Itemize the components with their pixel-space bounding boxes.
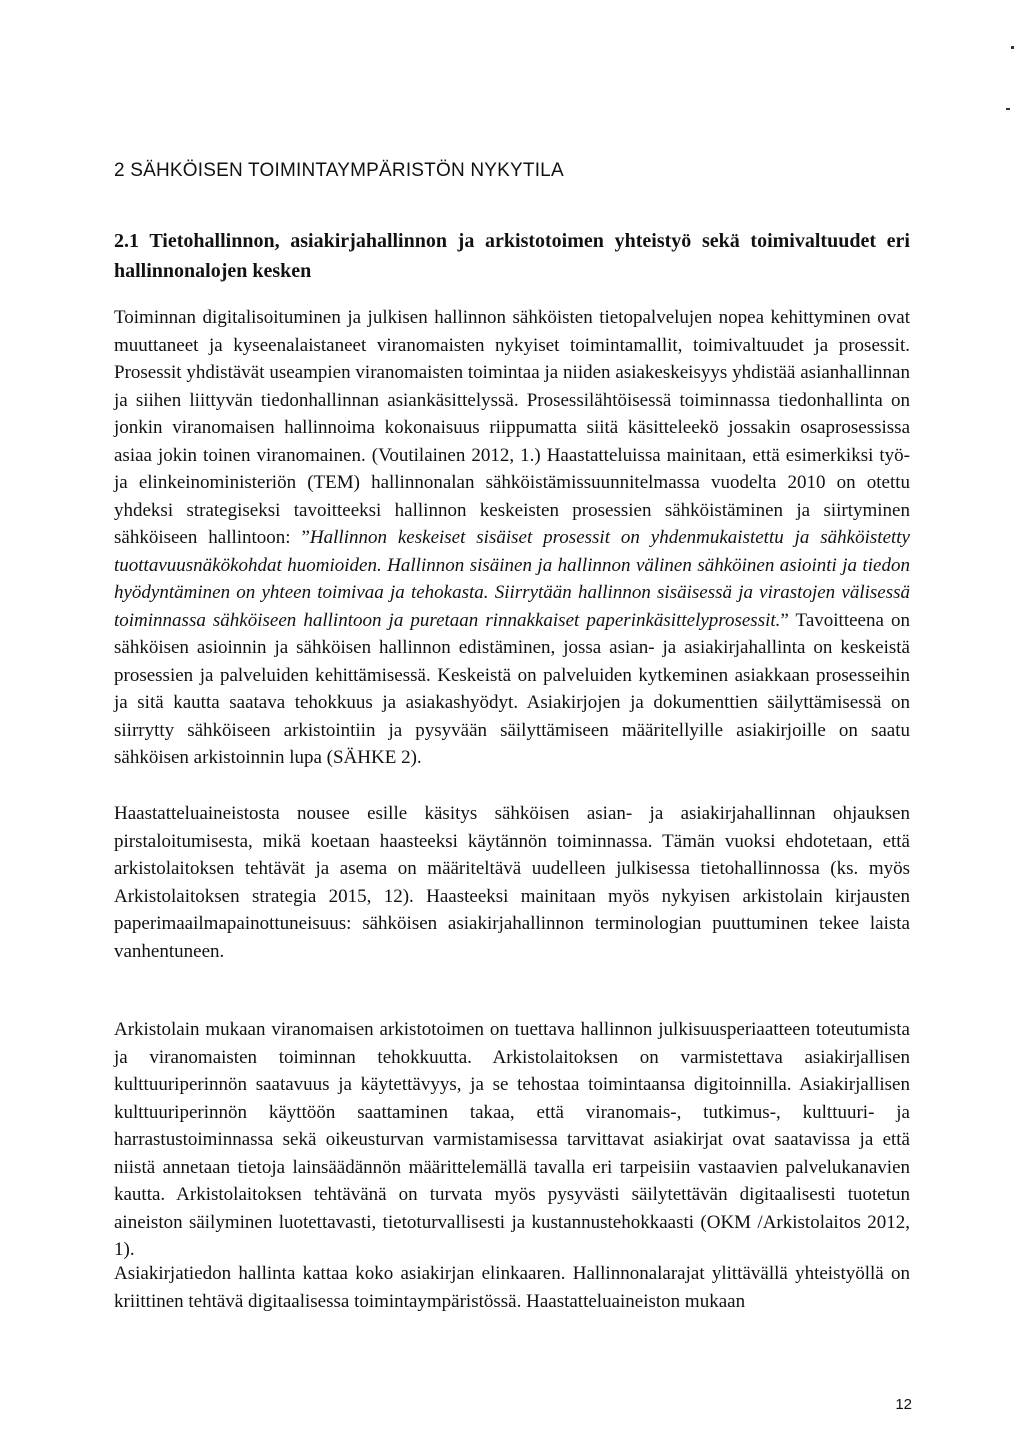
body-paragraph (114, 304, 910, 772)
scan-speck (1006, 108, 1010, 110)
body-paragraph: Arkistolain mukaan viranomaisen arkistotoimen on tuettava hallinnon julkisuusperiaatteen toteutumista ja viranomaisten toiminnan tehokkuutta. Arkistolaitoksen on varmistettava asiakirjallisen kulttuuriperinnön saatavuus ja käytettävyys, ja se tehostaa toimintaansa digitoinnilla. Asiakirjallisen kulttuuriperinnön käyttöön saattaminen takaa, että viranomais-, tutkimus-, kulttuuri- ja harrastustoiminnassa sekä oikeusturvan varmistamisessa tarvittavat asiakirjat ovat saatavissa ja että niistä annetaan tietoja lainsäädännön määrittelemällä tavalla eri tarpeisiin vastaavien palvelukanavien kautta. Arkistolaitoksen tehtävänä on turvata myös pysyvästi säilytettävän digitaalisesti tuotetun aineiston säilyminen luotettavasti, tietoturvallisesti ja kustannustehokkaasti (OKM /Arkistolaitos 2012, 1). (114, 1019, 910, 1260)
chapter-heading: 2 SÄHKÖISEN TOIMINTAYMPÄRISTÖN NYKYTILA (114, 160, 564, 181)
page-number: 12 (895, 1396, 912, 1413)
quoted-goal-text: Hallinnon keskeiset sisäiset prosessit on yhdenmukaistettu ja sähköistetty tuottavuusnäkökohdat huomioiden. Hallinnon sisäinen ja hallinnon välinen sähköinen asiointi ja tiedon hyödyntäminen on yhteen toimivaa ja tehokasta. Siirrytään hallinnon sisäisessä ja virastojen välisessä toiminnassa sähköiseen hallintoon ja puretaan rinnakkaiset paperinkäsittelyprosessit. (114, 527, 910, 631)
body-paragraph: Haastatteluaineistosta nousee esille käsitys sähköisen asian- ja asiakirjahallinnan ohjauksen pirstaloitumisesta, mikä koetaan haasteeksi käytännön toiminnassa. Tämän vuoksi ehdotetaan, että arkistolaitoksen tehtävät ja asema on määriteltävä uudelleen julkisessa tietohallinnossa (ks. myös Arkistolaitoksen strategia 2015, 12). Haasteeksi mainitaan myös nykyisen arkistolain kirjausten paperimaailmapainottuneisuus: sähköisen asiakirjahallinnon terminologian puuttuminen tekee laista vanhentuneen. (114, 803, 910, 962)
body-paragraph: Asiakirjatiedon hallinta kattaa koko asiakirjan elinkaaren. Hallinnonalarajat ylittävällä yhteistyöllä on kriittinen tehtävä digitaalisessa toimintaympäristössä. Haastatteluaineiston mukaan (114, 1263, 910, 1312)
scan-speck (1011, 46, 1014, 49)
paragraph-text: ” Tavoitteena on sähköisen asioinnin ja sähköisen hallinnon edistäminen, jossa asian- ja asiakirjahallinta on keskeistä prosessien ja palveluiden kehittämisessä. Keskeistä on palveluiden kytkeminen asiakkaan prosesseihin ja sitä kautta saatava tehokkuus ja asiakashyödyt. Asiakirjojen ja dokumenttien säilyttämisessä on siirrytty sähköiseen arkistointiin ja pysyvään säilyttämiseen määritellyille asiakirjoille on saatu sähköisen arkistoinnin lupa (SÄHKE 2). (114, 609, 910, 768)
section-heading: 2.1 Tietohallinnon, asiakirjahallinnon ja arkistotoimen yhteistyö sekä toimivaltuudet eri hallinnonalojen kesken (114, 230, 910, 282)
paragraph-text: Toiminnan digitalisoituminen ja julkisen hallinnon sähköisten tietopalvelujen nopea kehittyminen ovat muuttaneet ja kyseenalaistaneet viranomaisten nykyiset toimintamallit, toimivaltuudet ja prosessit. Prosessit yhdistävät useampien viranomaisten toimintaa ja niiden asiakeskeisyys yhdistää asianhallinnan ja siihen liittyvän tiedonhallinnan asiankäsittelyssä. Prosessilähtöisessä toiminnassa tiedonhallinta on jonkin viranomaisen hallinnoima kokonaisuus riippumatta siitä käsitteleekö jossakin osaprosessissa asiaa jokin toinen viranomainen. (Voutilainen 2012, 1.) Haastatteluissa mainitaan, että esimerkiksi työ- ja elinkeinoministeriön (TEM) hallinnonalan sähköistämissuunnitelmassa vuodelta 2010 on otettu yhdeksi strategiseksi tavoitteeksi hallinnon keskeisten prosessien sähköistäminen ja siirtyminen sähköiseen hallintoon: ” (114, 307, 910, 548)
